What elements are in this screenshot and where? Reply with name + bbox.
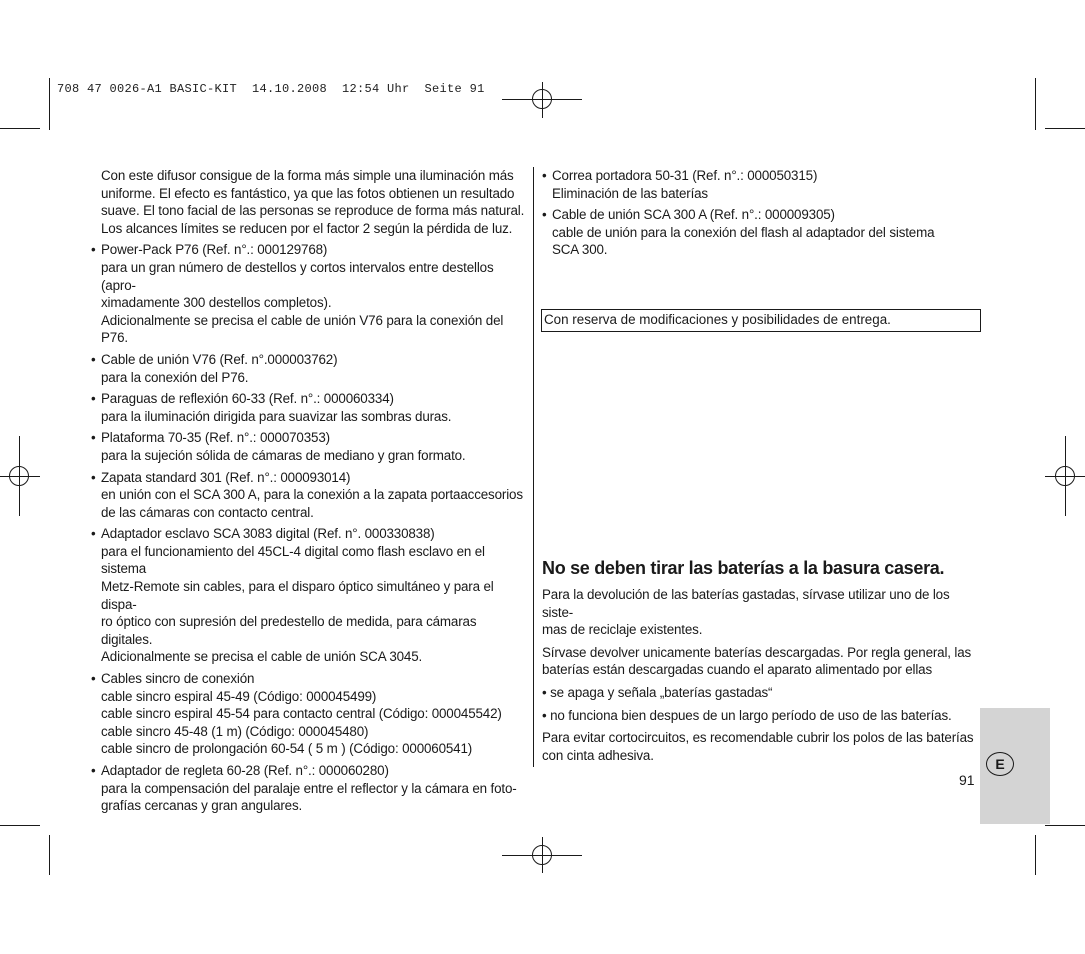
accessory-item: • Cable de unión SCA 300 A (Ref. n°.: 000009305) cable de unión para la conexión del flash al adaptador del sistema SCA 300. <box>542 207 935 258</box>
accessory-item: • Adaptador esclavo SCA 3083 digital (Ref. n°. 000330838) para el funcionamiento del 45CL-4 digital como flash esclavo en el sistema Metz-Remote sin cables, para el disparo óptico simultáneo y para el dispa- ro óptico con supresión del predestello de medida, para cámaras digitales. Adicionalmente se precisa el cable de unión SCA 3045. <box>91 526 494 665</box>
accessory-item: • Paraguas de reflexión 60-33 (Ref. n°.: 000060334) para la iluminación dirigida para suavizar las sombras duras. <box>91 391 452 424</box>
accessory-item: • Cables sincro de conexión cable sincro espiral 45-49 (Código: 000045499) cable sincro espiral 45-54 para contacto central (Código: 000045542) cable sincro 45-48 (1 m) (Código: 000045480) cable sincro de prolongación 60-54 ( 5 m ) (Código: 000060541) <box>91 671 502 757</box>
accessory-item: • Zapata standard 301 (Ref. n°.: 000093014) en unión con el SCA 300 A, para la conexión a la zapata portaaccesorios de las cámaras con contacto central. <box>91 469 523 520</box>
accessory-item: • Power-Pack P76 (Ref. n°.: 000129768) para un gran número de destellos y cortos intervalos entre destellos (apro- ximadamente 300 destellos completos). Adicionalmente se precisa el cable de unión V76 para la conexión del P76. <box>91 242 504 346</box>
intro-paragraph: Con este difusor consigue de la forma más simple una iluminación más uniforme. El efecto es fantástico, ya que las fotos obtienen un resultado suave. El tono facial de las personas se reproduce de forma más natural. Los alcances límites se reducen por el factor 2 según la pérdida de luz. <box>101 168 525 236</box>
language-badge: E <box>986 752 1014 776</box>
bullet-line: • se apaga y señala „baterías gastadas“ <box>542 684 773 700</box>
paragraph: Sírvase devolver unicamente baterías descargadas. Por regla general, las baterías están descargadas cuando el aparato alimentado por ellas <box>542 644 972 678</box>
print-slug-line: 708 47 0026-A1 BASIC-KIT 14.10.2008 12:54 Uhr Seite 91 <box>57 82 485 96</box>
left-column <box>91 167 531 819</box>
paragraph: Para evitar cortocircuitos, es recomendable cubrir los polos de las baterías con cinta adhesiva. <box>542 730 974 763</box>
page-number: 91 <box>959 772 975 788</box>
accessory-item: • Plataforma 70-35 (Ref. n°.: 000070353) para la sujeción sólida de cámaras de mediano y gran formato. <box>91 430 466 463</box>
bullet-line: • no funciona bien despues de un largo período de uso de las baterías. <box>542 707 952 723</box>
accessory-item: • Adaptador de regleta 60-28 (Ref. n°.: 000060280) para la compensación del paralaje entre el reflector y la cámara en foto- grafías cercanas y gran angulares. <box>91 763 517 814</box>
accessory-item: • Cable de unión V76 (Ref. n°.000003762) para la conexión del P76. <box>91 351 338 385</box>
right-column <box>542 167 982 263</box>
paragraph: Para la devolución de las baterías gastadas, sírvase utilizar uno de los siste- mas de reciclaje existentes. <box>542 587 950 638</box>
battery-disposal-text <box>542 586 982 769</box>
availability-notice: Con reserva de modificaciones y posibilidades de entrega. <box>541 309 981 332</box>
accessory-item: • Correa portadora 50-31 (Ref. n°.: 000050315) Eliminación de las baterías <box>542 168 818 201</box>
section-heading: No se deben tirar las baterías a la basura casera. <box>542 558 945 578</box>
